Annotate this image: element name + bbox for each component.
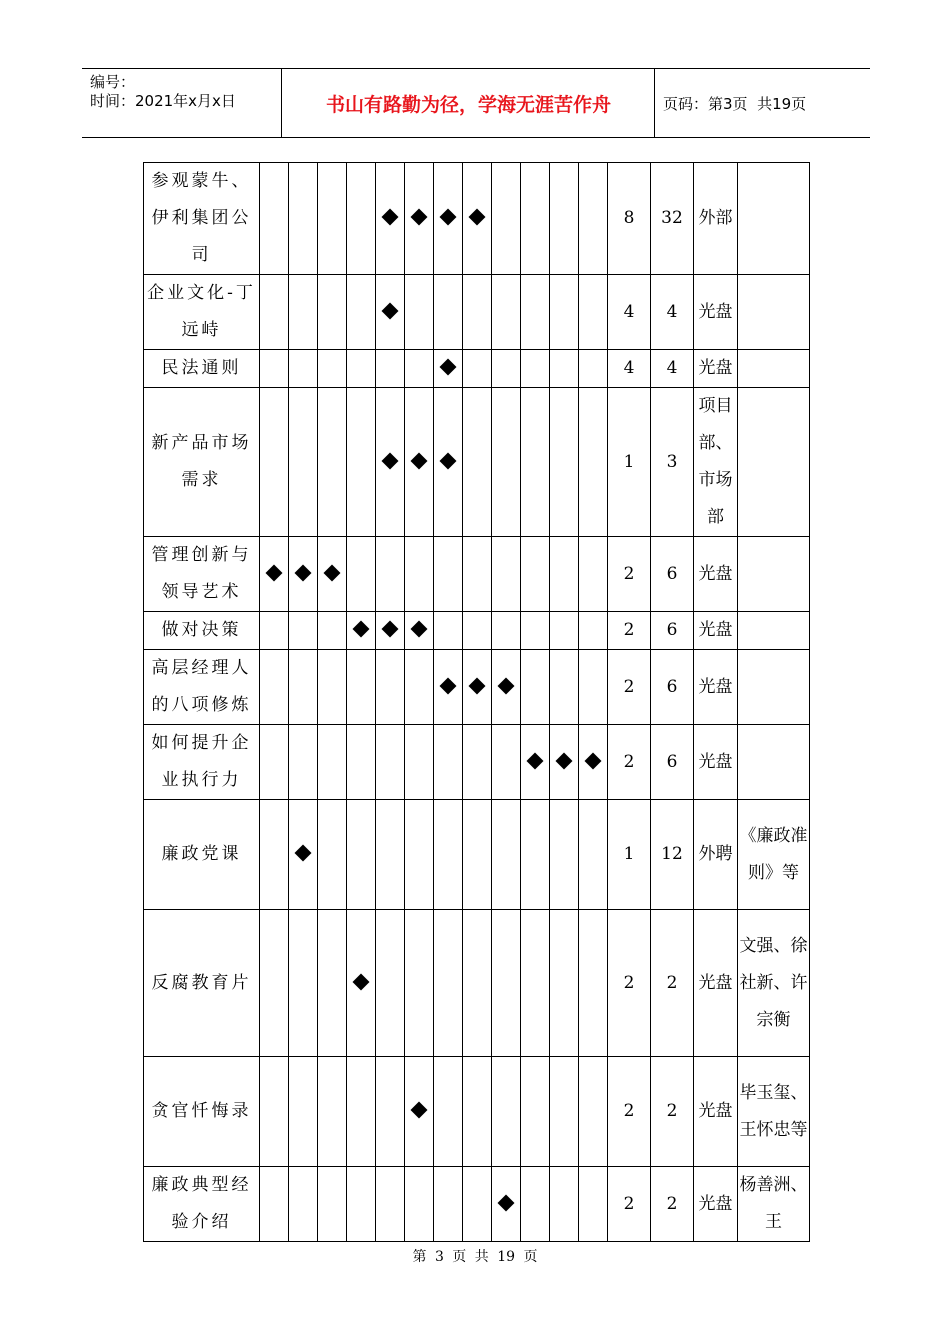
schedule-cell <box>521 650 550 725</box>
header-meta <box>90 73 280 111</box>
hours-cell: 6 <box>651 612 694 650</box>
diamond-mark-icon <box>469 209 486 226</box>
schedule-cell <box>434 350 463 388</box>
course-name-cell: 参观蒙牛、伊利集团公司 <box>144 163 260 275</box>
diamond-mark-icon <box>411 1102 428 1119</box>
hours-cell: 3 <box>651 388 694 537</box>
schedule-cell <box>260 1167 289 1242</box>
course-name-cell: 做对决策 <box>144 612 260 650</box>
schedule-cell <box>550 650 579 725</box>
sessions-cell: 4 <box>608 275 651 350</box>
table-row <box>144 350 810 388</box>
schedule-cell <box>550 537 579 612</box>
course-name-cell: 反腐教育片 <box>144 910 260 1057</box>
schedule-cell <box>289 800 318 910</box>
schedule-cell <box>260 800 289 910</box>
schedule-cell <box>405 1057 434 1167</box>
schedule-cell <box>376 910 405 1057</box>
header-page-info: 页码：第3页 共19页 <box>663 94 807 113</box>
schedule-cell <box>318 1167 347 1242</box>
table-row <box>144 388 810 537</box>
source-cell: 项目部、市场部 <box>694 388 738 537</box>
schedule-cell <box>376 1057 405 1167</box>
schedule-cell <box>376 650 405 725</box>
schedule-cell <box>579 612 608 650</box>
schedule-cell <box>492 388 521 537</box>
schedule-cell <box>405 350 434 388</box>
diamond-mark-icon <box>585 752 602 769</box>
note-cell <box>738 275 810 350</box>
hours-cell: 2 <box>651 1057 694 1167</box>
serial-label: 编号： <box>90 73 136 91</box>
hours-cell: 4 <box>651 275 694 350</box>
schedule-cell <box>492 275 521 350</box>
source-cell: 光盘 <box>694 725 738 800</box>
schedule-cell <box>463 725 492 800</box>
schedule-cell <box>376 537 405 612</box>
table-row <box>144 725 810 800</box>
diamond-mark-icon <box>324 564 341 581</box>
schedule-cell <box>579 163 608 275</box>
schedule-cell <box>550 350 579 388</box>
schedule-cell <box>434 1167 463 1242</box>
schedule-cell <box>579 650 608 725</box>
schedule-cell <box>521 350 550 388</box>
source-cell: 光盘 <box>694 910 738 1057</box>
course-name-cell: 民法通则 <box>144 350 260 388</box>
schedule-cell <box>318 163 347 275</box>
hours-cell: 6 <box>651 650 694 725</box>
schedule-cell <box>463 1167 492 1242</box>
time-label: 时间：2021年x月x日 <box>90 92 236 110</box>
schedule-cell <box>260 910 289 1057</box>
schedule-cell <box>434 163 463 275</box>
course-name-cell: 如何提升企业执行力 <box>144 725 260 800</box>
course-name-cell: 新产品市场需求 <box>144 388 260 537</box>
schedule-cell <box>289 1057 318 1167</box>
schedule-cell <box>463 163 492 275</box>
diamond-mark-icon <box>382 621 399 638</box>
schedule-cell <box>289 612 318 650</box>
sessions-cell: 2 <box>608 1057 651 1167</box>
schedule-cell <box>492 910 521 1057</box>
schedule-cell <box>550 163 579 275</box>
schedule-cell <box>463 650 492 725</box>
schedule-cell <box>463 350 492 388</box>
schedule-cell <box>405 725 434 800</box>
schedule-cell <box>289 650 318 725</box>
schedule-cell <box>550 910 579 1057</box>
schedule-cell <box>376 350 405 388</box>
schedule-cell <box>318 612 347 650</box>
hours-cell: 12 <box>651 800 694 910</box>
schedule-cell <box>260 612 289 650</box>
schedule-cell <box>579 388 608 537</box>
schedule-cell <box>550 1167 579 1242</box>
schedule-cell <box>376 1167 405 1242</box>
schedule-cell <box>405 1167 434 1242</box>
note-cell <box>738 388 810 537</box>
course-name-cell: 企业文化-丁远峙 <box>144 275 260 350</box>
schedule-cell <box>347 725 376 800</box>
schedule-cell <box>521 800 550 910</box>
note-cell <box>738 163 810 275</box>
sessions-cell: 4 <box>608 350 651 388</box>
schedule-cell <box>463 612 492 650</box>
schedule-cell <box>579 910 608 1057</box>
diamond-mark-icon <box>411 452 428 469</box>
diamond-mark-icon <box>411 209 428 226</box>
schedule-cell <box>376 612 405 650</box>
schedule-cell <box>318 388 347 537</box>
schedule-cell <box>434 1057 463 1167</box>
schedule-cell <box>347 800 376 910</box>
schedule-cell <box>405 275 434 350</box>
note-cell: 杨善洲、王 <box>738 1167 810 1242</box>
schedule-cell <box>260 350 289 388</box>
schedule-cell <box>521 163 550 275</box>
source-cell: 光盘 <box>694 612 738 650</box>
course-name-cell: 廉政典型经验介绍 <box>144 1167 260 1242</box>
schedule-cell <box>405 910 434 1057</box>
page-header <box>82 68 870 138</box>
source-cell: 光盘 <box>694 537 738 612</box>
schedule-cell <box>579 800 608 910</box>
schedule-cell <box>521 1167 550 1242</box>
schedule-cell <box>289 537 318 612</box>
schedule-cell <box>260 537 289 612</box>
note-cell: 《廉政准则》等 <box>738 800 810 910</box>
header-divider <box>654 69 655 137</box>
sessions-cell: 2 <box>608 725 651 800</box>
schedule-cell <box>434 537 463 612</box>
schedule-cell <box>405 388 434 537</box>
table-row <box>144 1057 810 1167</box>
diamond-mark-icon <box>556 752 573 769</box>
diamond-mark-icon <box>353 621 370 638</box>
diamond-mark-icon <box>527 752 544 769</box>
note-cell <box>738 650 810 725</box>
diamond-mark-icon <box>382 302 399 319</box>
note-cell <box>738 350 810 388</box>
diamond-mark-icon <box>440 677 457 694</box>
schedule-cell <box>492 350 521 388</box>
note-cell <box>738 725 810 800</box>
schedule-cell <box>318 1057 347 1167</box>
hours-cell: 4 <box>651 350 694 388</box>
hours-cell: 6 <box>651 725 694 800</box>
diamond-mark-icon <box>411 621 428 638</box>
course-name-cell: 管理创新与领导艺术 <box>144 537 260 612</box>
schedule-cell <box>579 1167 608 1242</box>
schedule-cell <box>492 1167 521 1242</box>
schedule-cell <box>347 537 376 612</box>
schedule-cell <box>521 537 550 612</box>
page-footer: 第 3 页 共 19 页 <box>412 1249 538 1265</box>
schedule-cell <box>347 910 376 1057</box>
diamond-mark-icon <box>498 677 515 694</box>
schedule-cell <box>405 612 434 650</box>
schedule-cell <box>579 725 608 800</box>
note-cell <box>738 537 810 612</box>
schedule-cell <box>289 1167 318 1242</box>
schedule-cell <box>434 800 463 910</box>
schedule-cell <box>492 537 521 612</box>
schedule-cell <box>492 650 521 725</box>
table-row <box>144 1167 810 1242</box>
course-name-cell: 贪官忏悔录 <box>144 1057 260 1167</box>
schedule-cell <box>376 163 405 275</box>
schedule-cell <box>492 612 521 650</box>
schedule-cell <box>376 275 405 350</box>
schedule-cell <box>550 800 579 910</box>
schedule-cell <box>318 537 347 612</box>
sessions-cell: 8 <box>608 163 651 275</box>
schedule-cell <box>347 275 376 350</box>
schedule-cell <box>579 1057 608 1167</box>
sessions-cell: 2 <box>608 910 651 1057</box>
diamond-mark-icon <box>266 564 283 581</box>
diamond-mark-icon <box>498 1194 515 1211</box>
schedule-cell <box>463 800 492 910</box>
course-name-cell: 高层经理人的八项修炼 <box>144 650 260 725</box>
schedule-cell <box>463 275 492 350</box>
header-motto: 书山有路勤为径，学海无涯苦作舟 <box>325 93 611 116</box>
schedule-cell <box>347 388 376 537</box>
schedule-cell <box>318 725 347 800</box>
diamond-mark-icon <box>382 452 399 469</box>
schedule-cell <box>260 163 289 275</box>
source-cell: 外聘 <box>694 800 738 910</box>
schedule-cell <box>463 388 492 537</box>
schedule-cell <box>492 163 521 275</box>
schedule-cell <box>579 350 608 388</box>
schedule-cell <box>260 650 289 725</box>
sessions-cell: 2 <box>608 612 651 650</box>
source-cell: 光盘 <box>694 350 738 388</box>
schedule-cell <box>521 910 550 1057</box>
source-cell: 光盘 <box>694 275 738 350</box>
table-row <box>144 800 810 910</box>
schedule-cell <box>318 800 347 910</box>
schedule-cell <box>521 612 550 650</box>
schedule-cell <box>550 725 579 800</box>
schedule-cell <box>492 1057 521 1167</box>
schedule-cell <box>347 163 376 275</box>
schedule-cell <box>434 388 463 537</box>
schedule-cell <box>376 388 405 537</box>
table-row <box>144 650 810 725</box>
schedule-cell <box>318 350 347 388</box>
schedule-cell <box>550 1057 579 1167</box>
table-row <box>144 275 810 350</box>
schedule-cell <box>405 800 434 910</box>
schedule-cell <box>434 612 463 650</box>
training-schedule-table <box>143 162 810 1242</box>
hours-cell: 32 <box>651 163 694 275</box>
schedule-cell <box>550 388 579 537</box>
schedule-cell <box>260 1057 289 1167</box>
schedule-cell <box>289 725 318 800</box>
hours-cell: 6 <box>651 537 694 612</box>
sessions-cell: 2 <box>608 1167 651 1242</box>
diamond-mark-icon <box>440 452 457 469</box>
diamond-mark-icon <box>295 564 312 581</box>
schedule-cell <box>521 388 550 537</box>
schedule-cell <box>434 910 463 1057</box>
schedule-cell <box>289 388 318 537</box>
note-cell <box>738 612 810 650</box>
hours-cell: 2 <box>651 910 694 1057</box>
schedule-cell <box>492 725 521 800</box>
schedule-cell <box>463 1057 492 1167</box>
schedule-cell <box>376 800 405 910</box>
schedule-cell <box>405 650 434 725</box>
schedule-cell <box>260 275 289 350</box>
schedule-cell <box>579 275 608 350</box>
diamond-mark-icon <box>440 209 457 226</box>
schedule-cell <box>521 1057 550 1167</box>
source-cell: 光盘 <box>694 1057 738 1167</box>
schedule-cell <box>521 275 550 350</box>
schedule-cell <box>521 725 550 800</box>
schedule-cell <box>579 537 608 612</box>
schedule-cell <box>347 350 376 388</box>
schedule-cell <box>318 275 347 350</box>
source-cell: 外部 <box>694 163 738 275</box>
source-cell: 光盘 <box>694 1167 738 1242</box>
note-cell: 文强、徐社新、许宗衡 <box>738 910 810 1057</box>
schedule-cell <box>289 163 318 275</box>
header-divider <box>281 69 282 137</box>
schedule-cell <box>289 350 318 388</box>
table-row <box>144 910 810 1057</box>
course-name-cell: 廉政党课 <box>144 800 260 910</box>
schedule-cell <box>347 1057 376 1167</box>
schedule-cell <box>347 1167 376 1242</box>
schedule-cell <box>434 275 463 350</box>
diamond-mark-icon <box>440 359 457 376</box>
schedule-cell <box>318 910 347 1057</box>
table-row <box>144 612 810 650</box>
schedule-cell <box>463 910 492 1057</box>
schedule-cell <box>289 275 318 350</box>
schedule-cell <box>463 537 492 612</box>
hours-cell: 2 <box>651 1167 694 1242</box>
schedule-cell <box>347 612 376 650</box>
diamond-mark-icon <box>469 677 486 694</box>
schedule-cell <box>550 612 579 650</box>
schedule-cell <box>260 725 289 800</box>
schedule-cell <box>405 537 434 612</box>
diamond-mark-icon <box>353 973 370 990</box>
diamond-mark-icon <box>382 209 399 226</box>
schedule-cell <box>434 650 463 725</box>
source-cell: 光盘 <box>694 650 738 725</box>
schedule-cell <box>376 725 405 800</box>
diamond-mark-icon <box>295 845 312 862</box>
table-row <box>144 537 810 612</box>
sessions-cell: 2 <box>608 650 651 725</box>
schedule-cell <box>492 800 521 910</box>
schedule-cell <box>347 650 376 725</box>
table-row <box>144 163 810 275</box>
schedule-cell <box>318 650 347 725</box>
schedule-cell <box>550 275 579 350</box>
sessions-cell: 2 <box>608 537 651 612</box>
sessions-cell: 1 <box>608 388 651 537</box>
schedule-cell <box>434 725 463 800</box>
note-cell: 毕玉玺、王怀忠等 <box>738 1057 810 1167</box>
schedule-cell <box>289 910 318 1057</box>
schedule-cell <box>405 163 434 275</box>
sessions-cell: 1 <box>608 800 651 910</box>
schedule-cell <box>260 388 289 537</box>
